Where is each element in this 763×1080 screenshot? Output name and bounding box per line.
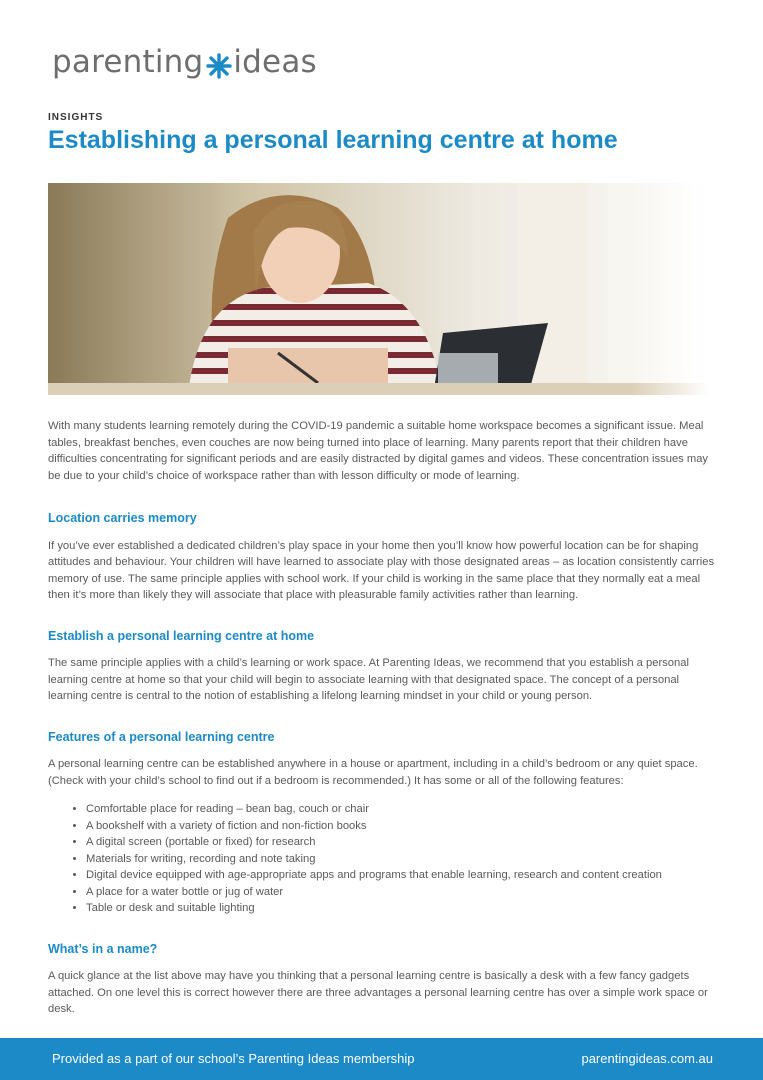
asterisk-star-icon	[206, 53, 232, 79]
heading-whats-in-a-name: What’s in a name?	[48, 941, 158, 956]
footer-bar	[0, 1038, 763, 1080]
list-item: • Materials for writing, recording and note taking	[86, 851, 718, 868]
list-item: • Table or desk and suitable lighting	[86, 900, 718, 917]
article-body	[48, 418, 718, 1018]
features-list	[48, 801, 718, 917]
paragraph-whats-in-a-name: A quick glance at the list above may have you thinking that a personal learning centre is basically a desk with a few fancy gadgets attached. On one level this is correct however there are three advantages a personal learning centre has over a simple work space or desk.	[48, 970, 708, 1015]
intro-paragraph: With many students learning remotely during the COVID-19 pandemic a suitable home workspace becomes a significant issue. Meal tables, breakfast benches, even couches are now being turned into place of learning. Many parents report that their children have difficulties concentrating for significant periods and are easily distracted by digital games and videos. These concentration issues may be due to your child’s choice of workspace rather than with lesson difficulty or mode of learning.	[48, 420, 709, 482]
list-item: • A digital screen (portable or fixed) for research	[86, 834, 718, 851]
paragraph-establish-learning-centre: The same principle applies with a child’s learning or work space. At Parenting Ideas, we recommend that you establish a personal learning centre at home so that your child will begin to associate learning with that designated space. The concept of a personal learning centre is central to the notion of establishing a lifelong learning mindset in your child or young person.	[48, 657, 689, 702]
logo-word-parenting: parenting	[52, 44, 204, 80]
heading-features-learning-centre: Features of a personal learning centre	[48, 729, 275, 744]
hero-photo-illustration	[48, 183, 710, 395]
heading-location-carries-memory: Location carries memory	[48, 511, 197, 525]
brand-logo	[52, 44, 317, 80]
section-kicker: INSIGHTS	[48, 112, 104, 123]
logo-word-ideas: ideas	[233, 44, 317, 80]
paragraph-location-carries-memory: If you’ve ever established a dedicated children’s play space in your home then you’ll know how powerful location can be for shaping attitudes and behaviour. Your children will have learned to associate play with those designated areas – as location consistently carries memory of use. The same principle applies with school work. If your child is working in the same place that they normally eat a meal then it’s more than likely they will associate that place with pleasurable family activities rather than learning.	[48, 539, 715, 601]
paragraph-features-learning-centre: A personal learning centre can be established anywhere in a house or apartment, including in a child’s bedroom or any quiet space. (Check with your child’s school to find out if a bedroom is recommended.) It has some or all of the following features:	[48, 758, 698, 787]
list-item: • A place for a water bottle or jug of water	[86, 884, 718, 901]
footer-membership-text: Provided as a part of our school’s Parenting Ideas membership	[52, 1051, 415, 1066]
list-item: • Comfortable place for reading – bean bag, couch or chair	[86, 801, 718, 818]
hero-image	[48, 183, 710, 395]
list-item: • Digital device equipped with age-appropriate apps and programs that enable learning, research and content creation	[86, 867, 718, 884]
page-title: Establishing a personal learning centre at home	[48, 126, 618, 154]
list-item: • A bookshelf with a variety of fiction and non-fiction books	[86, 818, 718, 835]
heading-establish-learning-centre: Establish a personal learning centre at home	[48, 628, 315, 643]
footer-website-link[interactable]: parentingideas.com.au	[581, 1051, 713, 1066]
